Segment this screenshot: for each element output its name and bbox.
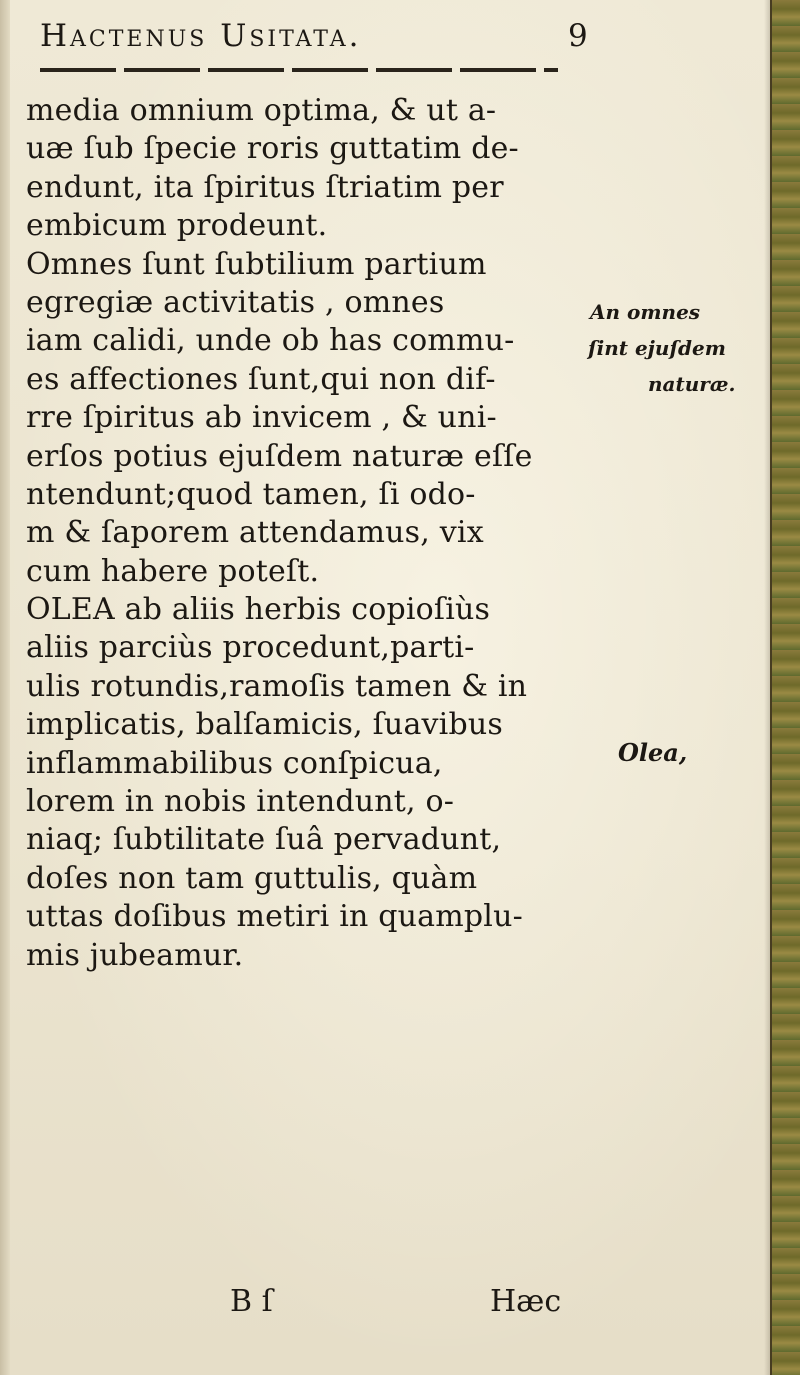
text-line: ntendunt;quod tamen, ſi odo-	[26, 476, 476, 512]
page-gutter	[0, 0, 10, 1375]
text-line: aliis parciùs procedunt,parti-	[26, 630, 475, 666]
text-line: doſes non tam guttulis, quàm	[26, 860, 478, 896]
text-line: ulis rotundis,ramoſis tamen & in	[26, 668, 528, 704]
text-line: es affectiones ſunt,qui non dif-	[26, 361, 496, 397]
text-line: mis jubeamur.	[26, 937, 244, 973]
text-line: embicum prodeunt.	[26, 208, 328, 244]
text-line: iam calidi, unde ob has commu-	[26, 323, 515, 359]
text-line: Omnes ſunt ſubtilium partium	[26, 246, 487, 282]
margin-note: Olea,	[618, 738, 688, 767]
text-line: media omnium optima, & ut a-	[26, 93, 497, 128]
text-line: implicatis, balſamicis, ſuavibus	[26, 707, 503, 743]
running-head-title: Hactenus Usitata.	[40, 18, 362, 54]
text-line: uæ ſub ſpecie roris guttatim de-	[26, 131, 519, 167]
text-line: endunt, ita ſpiritus ſtriatim per	[26, 169, 504, 205]
text-line: m & ſaporem attendamus, vix	[26, 515, 484, 551]
text-line: egregiæ activitatis , omnes	[26, 284, 445, 320]
text-line: lorem in nobis intendunt, o-	[26, 784, 455, 820]
margin-note: naturæ.	[648, 372, 736, 396]
text-line: OLEA ab aliis herbis copioſiùs	[26, 592, 491, 628]
text-line: erſos potius ejuſdem naturæ eſſe	[26, 438, 533, 474]
margin-note: An omnes	[590, 300, 701, 324]
catchword: Hæc	[490, 1284, 562, 1319]
page-number: 9	[568, 18, 591, 54]
text-line: rre ſpiritus ab invicem , & uni-	[26, 400, 497, 436]
body-text	[26, 92, 586, 975]
running-head	[40, 12, 600, 58]
signature-mark: B ſ	[230, 1284, 273, 1319]
margin-note: ſint ejuſdem	[588, 336, 726, 360]
text-line: niaq; ſubtilitate ſuâ pervadunt,	[26, 822, 502, 858]
text-line: inflammabilibus conſpicua,	[26, 745, 443, 781]
text-line: cum habere poteſt.	[26, 553, 320, 589]
head-rule	[40, 68, 558, 72]
book-edge	[770, 0, 800, 1375]
text-line: uttas doſibus metiri in quamplu-	[26, 899, 523, 935]
